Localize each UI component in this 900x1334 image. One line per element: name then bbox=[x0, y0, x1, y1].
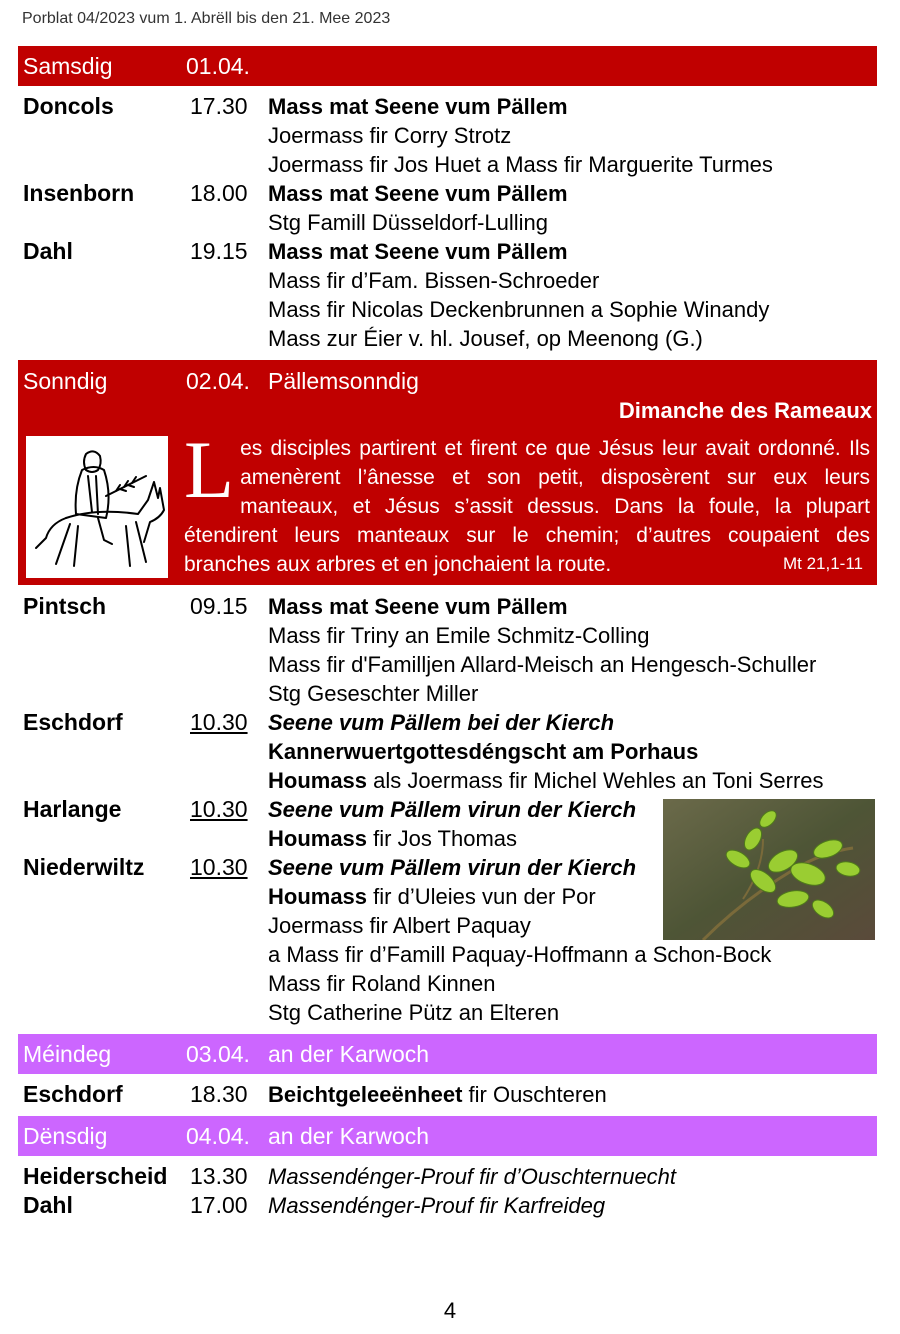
entry-text: Mass fir Nicolas Deckenbrunnen a Sophie Winandy bbox=[268, 297, 770, 322]
entry-bold: Beichtgeleeënheet bbox=[268, 1082, 463, 1107]
entry-text: Kannerwuertgottesdéngscht am Porhaus bbox=[268, 739, 699, 764]
entry-text: Seene vum Pällem virun der Kierch bbox=[268, 797, 637, 822]
feast-name: Pällemsonndig bbox=[268, 368, 419, 394]
feast-name-french: Dimanche des Rameaux bbox=[618, 398, 872, 423]
entry-text: Mass mat Seene vum Pällem bbox=[268, 181, 568, 206]
schedule-row bbox=[0, 295, 900, 324]
time: 19.15 bbox=[190, 238, 248, 264]
entry-bold: Houmass bbox=[268, 768, 368, 793]
place: Niederwiltz bbox=[23, 854, 145, 880]
schedule-row bbox=[0, 737, 900, 766]
entry-text: Mass fir d'Familljen Allard-Meisch an Hengesch-Schuller bbox=[268, 652, 817, 677]
entry-text bbox=[268, 882, 596, 911]
entry-text: Seene vum Pällem bei der Kierch bbox=[268, 710, 615, 735]
jesus-on-donkey-illustration bbox=[26, 436, 168, 578]
place: Dahl bbox=[23, 1192, 73, 1218]
time: 10.30 bbox=[190, 709, 248, 735]
day-note: an der Karwoch bbox=[268, 1041, 430, 1067]
schedule-row bbox=[0, 92, 900, 121]
day-name: Dënsdig bbox=[23, 1123, 108, 1149]
schedule-row bbox=[0, 650, 900, 679]
day-name: Méindeg bbox=[23, 1041, 112, 1067]
entry-text: Seene vum Pällem virun der Kierch bbox=[268, 855, 637, 880]
entry-rest: fir Jos Thomas bbox=[367, 826, 518, 851]
schedule-row bbox=[0, 592, 900, 621]
entry-text: Mass mat Seene vum Pällem bbox=[268, 594, 568, 619]
entry-text bbox=[268, 1080, 607, 1109]
schedule-row bbox=[0, 179, 900, 208]
day-bar-tuesday bbox=[18, 1116, 877, 1156]
time: 17.00 bbox=[190, 1192, 248, 1218]
schedule-row bbox=[0, 940, 900, 969]
entry-bold: Houmass bbox=[268, 884, 368, 909]
document-header: Porblat 04/2023 vum 1. Abrëll bis den 21. Mee 2023 bbox=[22, 10, 391, 27]
day-name: Samsdig bbox=[23, 53, 113, 79]
day-date: 03.04. bbox=[186, 1041, 250, 1067]
time: 17.30 bbox=[190, 93, 248, 119]
entry-text: Stg Catherine Pütz an Elteren bbox=[268, 1000, 560, 1025]
schedule-row bbox=[0, 1080, 900, 1109]
schedule-row bbox=[0, 1191, 900, 1220]
time: 10.30 bbox=[190, 796, 248, 822]
place: Eschdorf bbox=[23, 709, 123, 735]
entry-text: Mass fir Triny an Emile Schmitz-Colling bbox=[268, 623, 650, 648]
entry-text: Mass mat Seene vum Pällem bbox=[268, 94, 568, 119]
drop-cap: L bbox=[184, 424, 235, 515]
gospel-body: es disciples partirent et firent ce que Jésus leur avait ordonné. Ils amenèrent l’ânesse et son petit, disposèrent sur eux leurs manteaux, et Jésus s’assit dessus. Dans la foule, la plupart étendirent leurs manteaux sur le chemin; d’autres coupaient des branches aux arbres et en jonchaient la route. bbox=[184, 437, 870, 576]
page-number: 4 bbox=[443, 1298, 457, 1323]
schedule-row bbox=[0, 708, 900, 737]
place: Harlange bbox=[23, 796, 122, 822]
place: Heiderscheid bbox=[23, 1163, 168, 1189]
entry-rest: als Joermass fir Michel Wehles an Toni Serres bbox=[367, 768, 824, 793]
entry-text: Massendénger-Prouf fir d’Ouschternuecht bbox=[268, 1164, 677, 1189]
schedule-row bbox=[0, 121, 900, 150]
entry-text: Joermass fir Corry Strotz bbox=[268, 123, 512, 148]
schedule-row bbox=[0, 266, 900, 295]
day-date: 04.04. bbox=[186, 1123, 250, 1149]
entry-text: Mass fir Roland Kinnen bbox=[268, 971, 496, 996]
day-date: 01.04. bbox=[186, 53, 250, 79]
gospel-reference: Mt 21,1-11 bbox=[782, 554, 863, 573]
place: Dahl bbox=[23, 238, 73, 264]
time: 18.30 bbox=[190, 1081, 248, 1107]
schedule-row bbox=[0, 324, 900, 353]
entry-text: Mass zur Éier v. hl. Jousef, op Meenong (G.) bbox=[268, 326, 703, 351]
day-note: an der Karwoch bbox=[268, 1123, 430, 1149]
schedule-row bbox=[0, 621, 900, 650]
schedule-row bbox=[0, 679, 900, 708]
day-date: 02.04. bbox=[186, 368, 250, 394]
schedule-row bbox=[0, 969, 900, 998]
entry-text bbox=[268, 766, 824, 795]
schedule-row bbox=[0, 237, 900, 266]
place: Doncols bbox=[23, 93, 114, 119]
entry-text: Massendénger-Prouf fir Karfreideg bbox=[268, 1193, 606, 1218]
time: 13.30 bbox=[190, 1163, 248, 1189]
entry-text: Stg Famill Düsseldorf-Lulling bbox=[268, 210, 548, 235]
gospel-text bbox=[184, 424, 870, 579]
entry-text: Mass mat Seene vum Pällem bbox=[268, 239, 568, 264]
schedule-row bbox=[0, 150, 900, 179]
schedule-row bbox=[0, 766, 900, 795]
entry-text: Stg Geseschter Miller bbox=[268, 681, 479, 706]
entry-text: Joermass fir Albert Paquay bbox=[268, 913, 531, 938]
schedule-row bbox=[0, 1162, 900, 1191]
entry-bold: Houmass bbox=[268, 826, 368, 851]
schedule-row bbox=[0, 208, 900, 237]
entry-text: Joermass fir Jos Huet a Mass fir Marguerite Turmes bbox=[268, 152, 773, 177]
entry-text: a Mass fir d’Famill Paquay-Hoffmann a Schon-Bock bbox=[268, 942, 772, 967]
entry-rest: fir Ouschteren bbox=[462, 1082, 607, 1107]
day-bar-saturday bbox=[18, 46, 877, 86]
place: Eschdorf bbox=[23, 1081, 123, 1107]
place: Pintsch bbox=[23, 593, 107, 619]
boxwood-branch-photo bbox=[663, 799, 875, 940]
place: Insenborn bbox=[23, 180, 135, 206]
entry-text: Mass fir d’Fam. Bissen-Schroeder bbox=[268, 268, 600, 293]
time: 09.15 bbox=[190, 593, 248, 619]
sunday-gospel-box bbox=[18, 360, 877, 585]
day-bar-monday bbox=[18, 1034, 877, 1074]
entry-rest: fir d’Uleies vun der Por bbox=[367, 884, 596, 909]
entry-text bbox=[268, 824, 517, 853]
day-name: Sonndig bbox=[23, 368, 108, 394]
schedule-row bbox=[0, 998, 900, 1027]
time: 18.00 bbox=[190, 180, 248, 206]
time: 10.30 bbox=[190, 854, 248, 880]
